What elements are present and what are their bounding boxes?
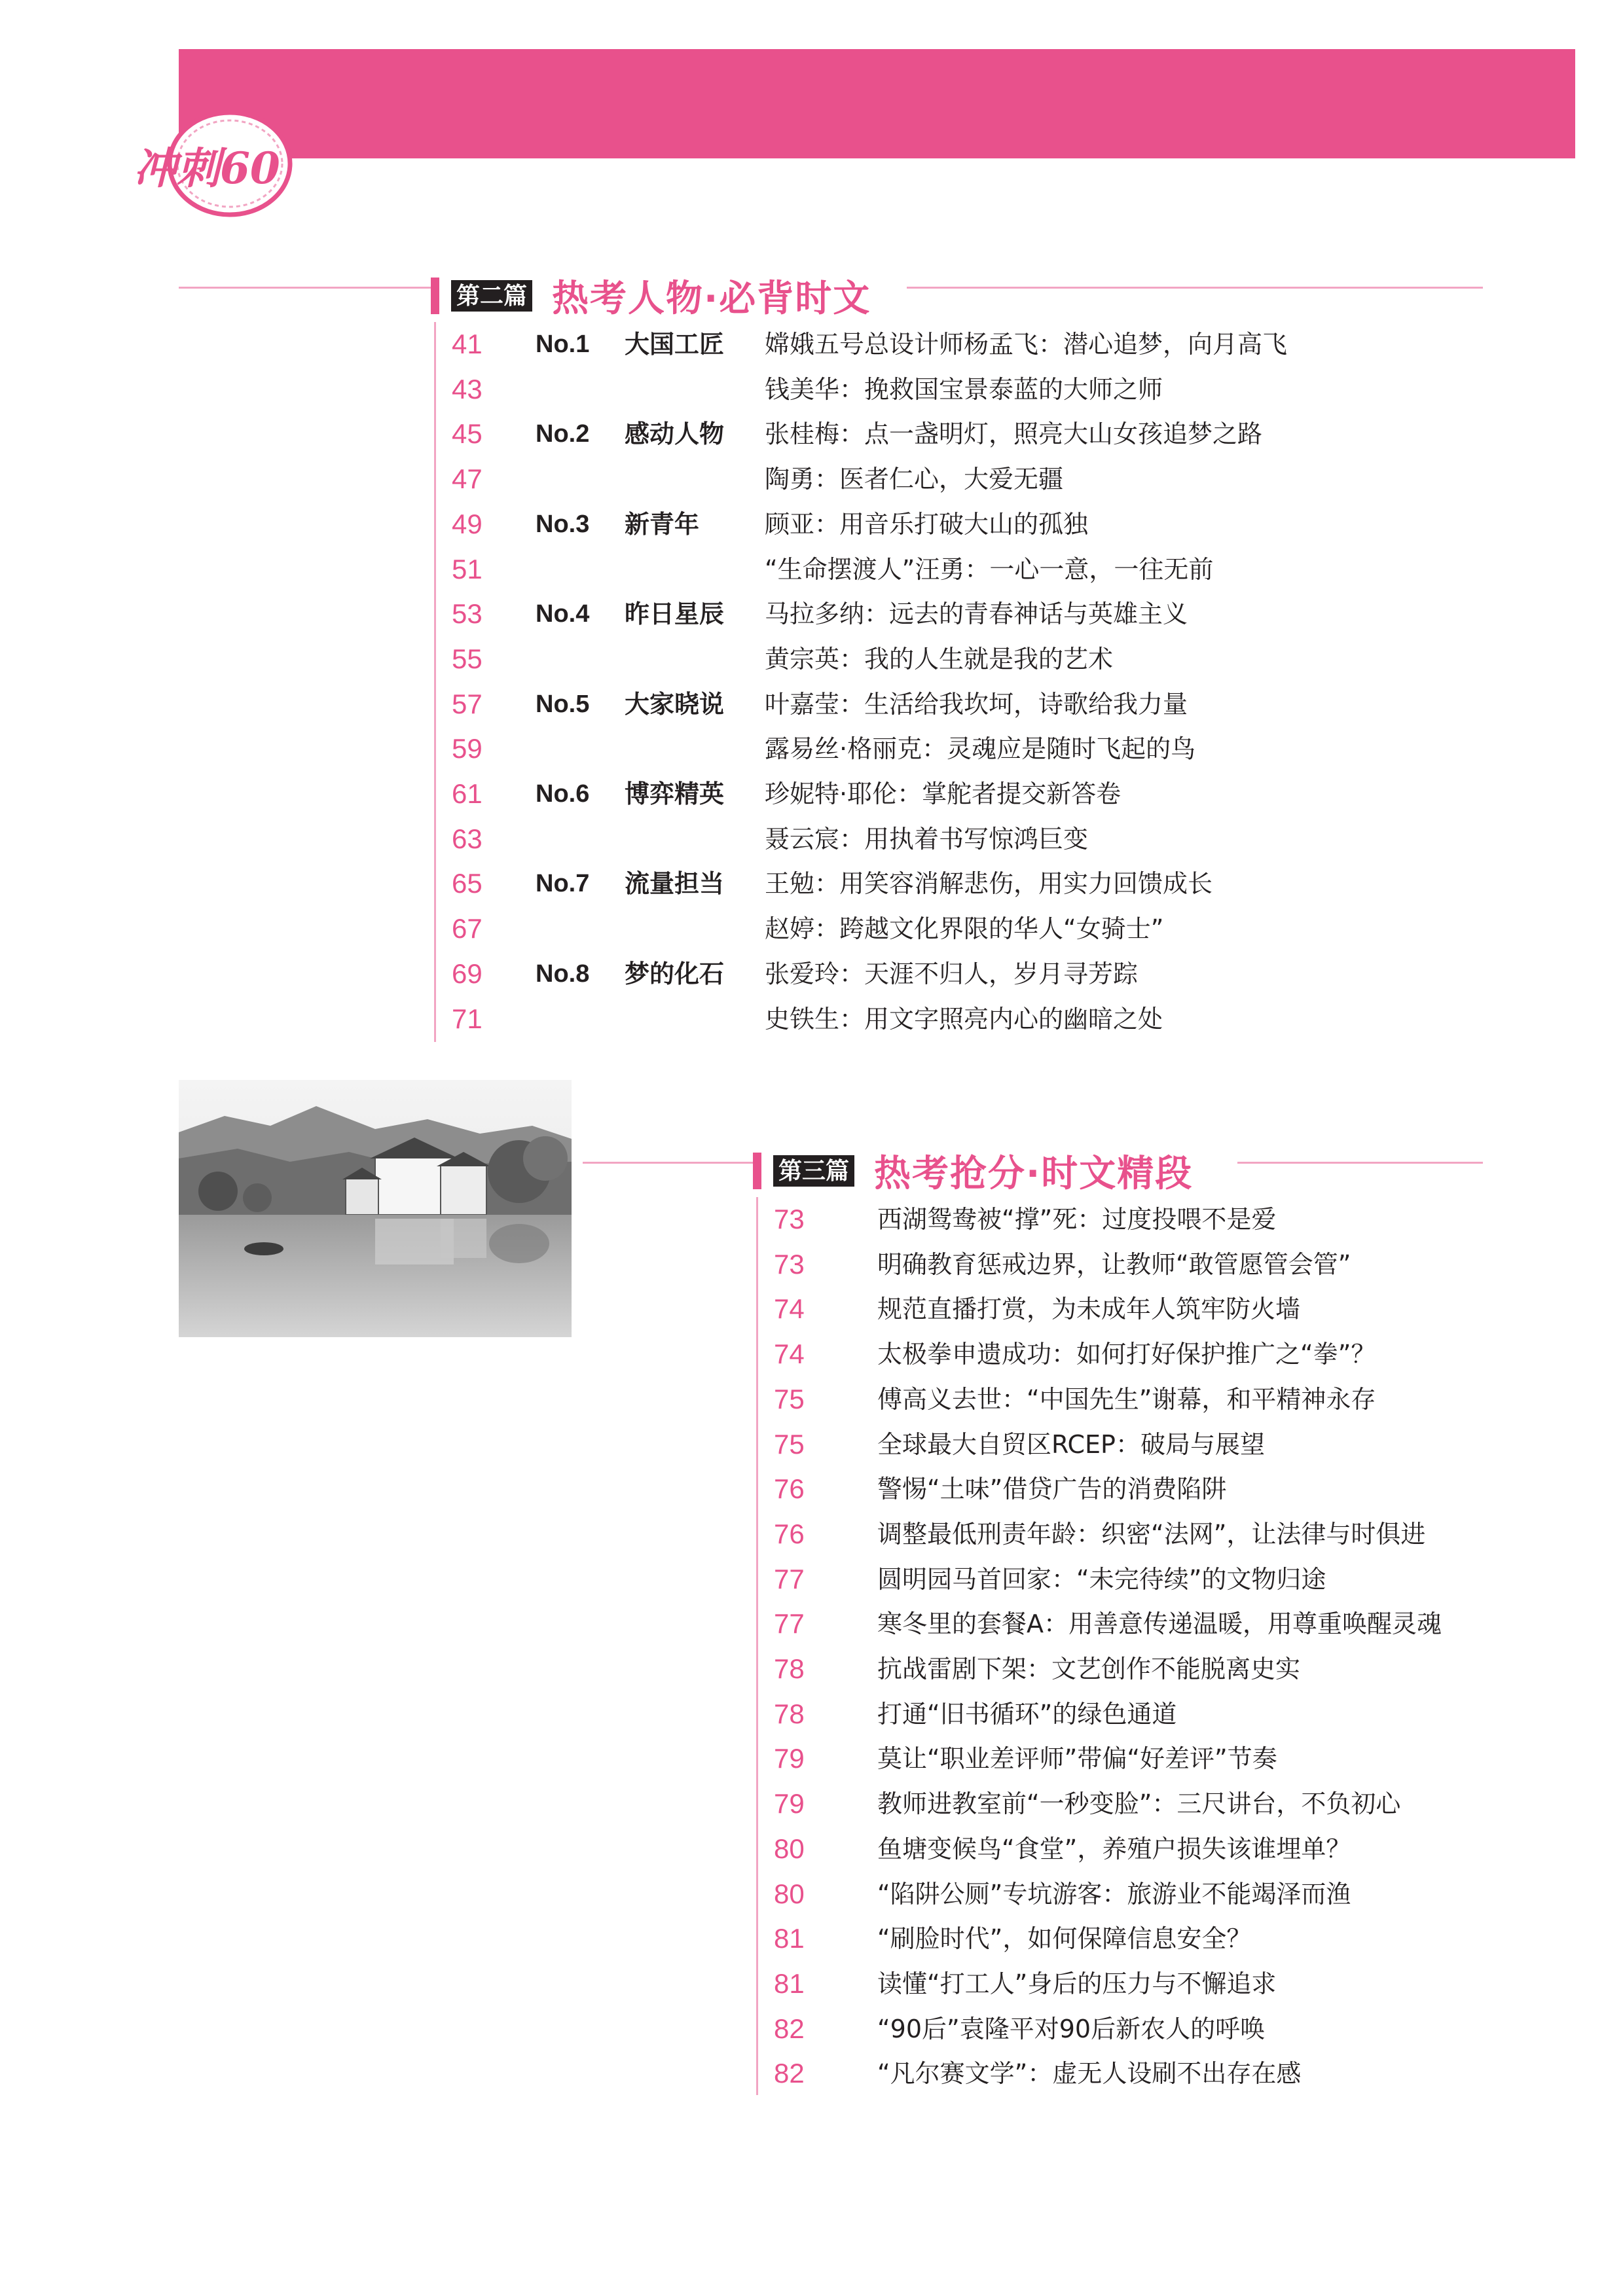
toc-title: 鱼塘变候鸟“食堂”，养殖户损失该谁埋单？ bbox=[877, 1834, 1351, 1863]
toc-row bbox=[0, 547, 1623, 592]
toc-page-number: 78 bbox=[774, 1698, 805, 1729]
toc-row bbox=[0, 1377, 1623, 1422]
toc-row bbox=[0, 1242, 1623, 1287]
toc-page-number: 57 bbox=[452, 688, 483, 719]
toc-row bbox=[0, 1736, 1623, 1781]
toc-title: 明确教育惩戒边界，让教师“敢管愿管会管” bbox=[877, 1249, 1351, 1279]
toc-page-number: 41 bbox=[452, 329, 483, 359]
toc-page-number: 78 bbox=[774, 1653, 805, 1684]
toc-page-number: 55 bbox=[452, 643, 483, 674]
toc-title: 黄宗英：我的人生就是我的艺术 bbox=[765, 644, 1114, 673]
toc-page-number: 79 bbox=[774, 1788, 805, 1820]
toc-page-number: 73 bbox=[774, 1204, 805, 1234]
toc-row bbox=[0, 1332, 1623, 1376]
toc-page-number: 45 bbox=[452, 418, 483, 450]
toc-category: 博弈精英 bbox=[625, 780, 725, 808]
toc-page-number: 77 bbox=[774, 1563, 805, 1594]
toc-row bbox=[0, 952, 1623, 996]
toc-row bbox=[0, 1467, 1623, 1511]
toc-page-number: 76 bbox=[774, 1518, 805, 1549]
toc-title: 张桂梅：点一盏明灯，照亮大山女孩追梦之路 bbox=[765, 420, 1263, 449]
toc-number: No.1 bbox=[536, 331, 590, 358]
toc-number: No.2 bbox=[536, 420, 590, 448]
toc-row bbox=[0, 682, 1623, 726]
toc-title: 全球最大自贸区RCEP：破局与展望 bbox=[877, 1429, 1265, 1459]
toc-page-number: 47 bbox=[452, 463, 483, 495]
brand-logo bbox=[122, 98, 299, 236]
toc-title: “90后”袁隆平对90后新农人的呼唤 bbox=[877, 2014, 1266, 2043]
toc-row bbox=[0, 637, 1623, 681]
toc-row bbox=[0, 997, 1623, 1041]
toc-row bbox=[0, 1782, 1623, 1826]
toc-title: 警惕“土味”借贷广告的消费陷阱 bbox=[877, 1475, 1227, 1504]
toc-title: 莫让“职业差评师”带偏“好差评”节奏 bbox=[877, 1744, 1277, 1774]
toc-title: 王勉：用笑容消解悲伤，用实力回馈成长 bbox=[765, 869, 1213, 899]
toc-page-number: 69 bbox=[452, 958, 483, 989]
toc-title: “凡尔赛文学”：虚无人设刷不出存在感 bbox=[877, 2059, 1302, 2089]
toc-row bbox=[0, 1827, 1623, 1871]
toc-title: 露易丝·格丽克：灵魂应是随时飞起的鸟 bbox=[765, 734, 1196, 764]
toc-row bbox=[0, 906, 1623, 951]
toc-title: 规范直播打赏，为未成年人筑牢防火墙 bbox=[877, 1295, 1301, 1324]
section3-rule-right bbox=[1237, 1162, 1483, 1164]
toc-row bbox=[0, 1872, 1623, 1916]
toc-page-number: 80 bbox=[774, 1833, 805, 1864]
toc-title: “陷阱公厕”专坑游客：旅游业不能竭泽而渔 bbox=[877, 1879, 1351, 1909]
toc-page-number: 71 bbox=[452, 1003, 483, 1034]
toc-row bbox=[0, 502, 1623, 547]
toc-page-number: 81 bbox=[774, 1967, 805, 1999]
section2-tag: 第二篇 bbox=[451, 280, 532, 312]
toc-title: 赵婷：跨越文化界限的华人“女骑士” bbox=[765, 914, 1164, 944]
toc-row bbox=[0, 2051, 1623, 2096]
toc-row bbox=[0, 592, 1623, 636]
header-band bbox=[179, 49, 1575, 158]
toc-category: 昨日星辰 bbox=[625, 600, 725, 629]
toc-title: 教师进教室前“一秒变脸”：三尺讲台，不负初心 bbox=[877, 1789, 1401, 1819]
toc-page-number: 53 bbox=[452, 598, 483, 630]
toc-title: 嫦娥五号总设计师杨孟飞：潜心追梦，向月高飞 bbox=[765, 330, 1288, 359]
toc-title: 马拉多纳：远去的青春神话与英雄主义 bbox=[765, 600, 1188, 629]
toc-page-number: 65 bbox=[452, 868, 483, 899]
toc-row bbox=[0, 367, 1623, 412]
section2-rule-left bbox=[179, 287, 431, 289]
logo-text: 冲刺60 bbox=[134, 143, 280, 194]
section2-rule-right bbox=[907, 287, 1483, 289]
toc-row bbox=[0, 1692, 1623, 1736]
toc-title: 太极拳申遗成功：如何打好保护推广之“拳”？ bbox=[877, 1340, 1376, 1369]
toc-page-number: 61 bbox=[452, 778, 483, 809]
toc-page-number: 75 bbox=[774, 1383, 805, 1414]
section3-tag: 第三篇 bbox=[773, 1155, 854, 1187]
toc-category: 流量担当 bbox=[625, 869, 725, 899]
toc-row bbox=[0, 1962, 1623, 2006]
toc-row bbox=[0, 1287, 1623, 1331]
toc-row bbox=[0, 1916, 1623, 1961]
toc-page-number: 82 bbox=[774, 2058, 805, 2089]
toc-title: 史铁生：用文字照亮内心的幽暗之处 bbox=[765, 1004, 1163, 1033]
toc-title: 调整最低刑责年龄：织密“法网”，让法律与时俱进 bbox=[877, 1519, 1426, 1549]
toc-page-number: 43 bbox=[452, 373, 483, 404]
toc-row bbox=[0, 861, 1623, 906]
toc-page-number: 74 bbox=[774, 1338, 805, 1370]
toc-row bbox=[0, 457, 1623, 501]
toc-row bbox=[0, 1647, 1623, 1691]
toc-page-number: 49 bbox=[452, 508, 483, 539]
toc-row bbox=[0, 772, 1623, 816]
toc-page-number: 63 bbox=[452, 823, 483, 854]
toc-title: “生命摆渡人”汪勇：一心一意，一往无前 bbox=[765, 554, 1214, 584]
toc-page-number: 79 bbox=[774, 1743, 805, 1774]
toc-title: 陶勇：医者仁心，大爱无疆 bbox=[765, 465, 1064, 494]
toc-row bbox=[0, 2007, 1623, 2051]
toc-number: No.4 bbox=[536, 600, 590, 628]
section3-header bbox=[753, 1145, 1193, 1197]
toc-row bbox=[0, 412, 1623, 456]
toc-number: No.7 bbox=[536, 870, 590, 898]
toc-title: 西湖鸳鸯被“撑”死：过度投喂不是爱 bbox=[877, 1205, 1277, 1234]
toc-row bbox=[0, 322, 1623, 367]
section2-title: 热考人物·必背时文 bbox=[552, 278, 871, 320]
toc-number: No.6 bbox=[536, 780, 590, 808]
toc-row bbox=[0, 817, 1623, 861]
toc-title: 叶嘉莹：生活给我坎坷，诗歌给我力量 bbox=[765, 689, 1188, 719]
toc-page-number: 77 bbox=[774, 1608, 805, 1640]
toc-title: 钱美华：挽救国宝景泰蓝的大师之师 bbox=[765, 374, 1163, 404]
toc-category: 新青年 bbox=[625, 509, 700, 539]
toc-title: 珍妮特·耶伦：掌舵者提交新答卷 bbox=[765, 780, 1122, 808]
toc-row bbox=[0, 1512, 1623, 1556]
section3-rule-left bbox=[583, 1162, 753, 1164]
toc-category: 感动人物 bbox=[625, 420, 725, 449]
section3-title: 热考抢分·时文精段 bbox=[874, 1153, 1194, 1195]
toc-title: 读懂“打工人”身后的压力与不懈追求 bbox=[877, 1969, 1277, 1998]
toc-page-number: 81 bbox=[774, 1923, 805, 1954]
toc-number: No.8 bbox=[536, 960, 590, 988]
toc-title: 顾亚：用音乐打破大山的孤独 bbox=[765, 509, 1089, 539]
toc-row bbox=[0, 726, 1623, 771]
toc-page-number: 59 bbox=[452, 733, 483, 764]
toc-title: 圆明园马首回家：“未完待续”的文物归途 bbox=[877, 1564, 1326, 1594]
toc-title: 抗战雷剧下架：文艺创作不能脱离史实 bbox=[877, 1655, 1301, 1683]
toc-page-number: 80 bbox=[774, 1878, 805, 1909]
toc-title: 张爱玲：天涯不归人，岁月寻芳踪 bbox=[765, 959, 1139, 988]
toc-row bbox=[0, 1557, 1623, 1602]
toc-page-number: 75 bbox=[774, 1428, 805, 1460]
section3-accent-bar bbox=[753, 1153, 761, 1189]
toc-page-number: 67 bbox=[452, 913, 483, 944]
toc-page-number: 73 bbox=[774, 1248, 805, 1280]
toc-number: No.5 bbox=[536, 690, 590, 718]
section2-accent-bar bbox=[431, 278, 439, 314]
toc-page-number: 76 bbox=[774, 1473, 805, 1505]
toc-row bbox=[0, 1197, 1623, 1242]
toc-page-number: 74 bbox=[774, 1293, 805, 1325]
toc-category: 梦的化石 bbox=[625, 959, 725, 988]
toc-title: 傅高义去世：“中国先生”谢幕，和平精神永存 bbox=[877, 1384, 1376, 1414]
toc-title: 寒冬里的套餐A：用善意传递温暖，用尊重唤醒灵魂 bbox=[877, 1609, 1442, 1639]
section2-header bbox=[431, 270, 871, 322]
toc-row bbox=[0, 1422, 1623, 1467]
toc-page-number: 82 bbox=[774, 2013, 805, 2044]
toc-category: 大国工匠 bbox=[625, 330, 725, 359]
toc-category: 大家晓说 bbox=[625, 689, 725, 719]
toc-page-number: 51 bbox=[452, 553, 483, 584]
toc-title: 打通“旧书循环”的绿色通道 bbox=[877, 1699, 1177, 1729]
toc-title: 聂云宸：用执着书写惊鸿巨变 bbox=[765, 824, 1089, 853]
toc-row bbox=[0, 1602, 1623, 1646]
toc-title: “刷脸时代”，如何保障信息安全？ bbox=[877, 1924, 1252, 1954]
toc-number: No.3 bbox=[536, 510, 590, 538]
